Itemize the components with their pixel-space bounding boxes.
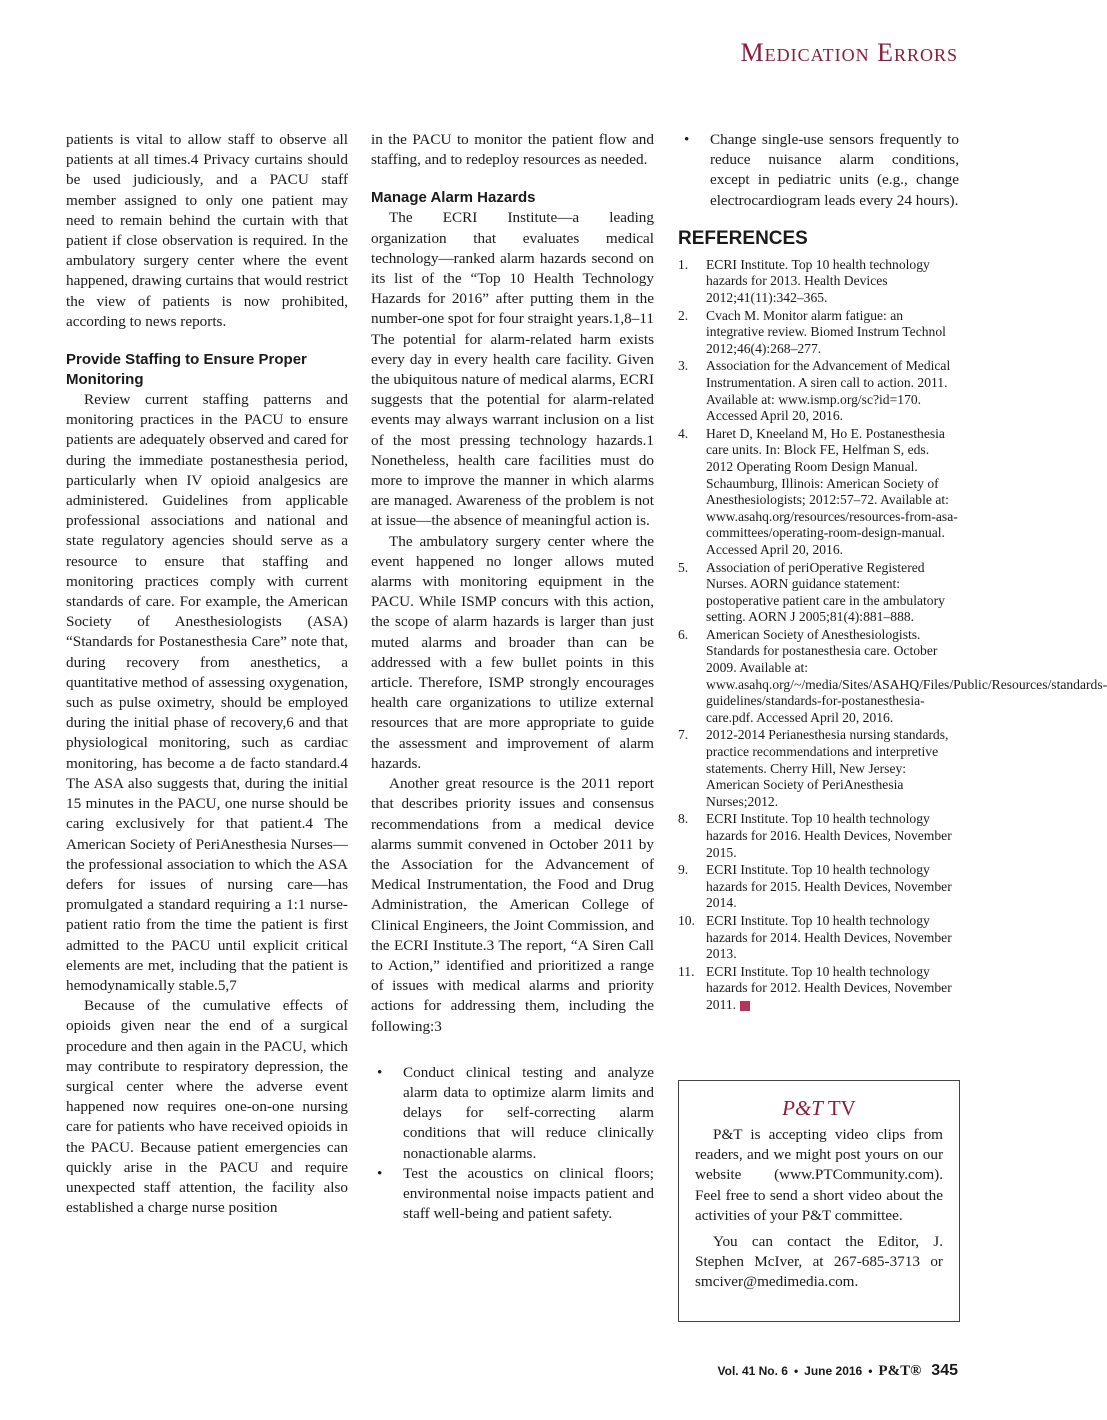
- reference-item: 9. ECRI Institute. Top 10 health technology hazards for 2015. Health Devices, November 2014.: [678, 862, 952, 911]
- page-footer: Vol. 41 No. 6 • June 2016 • P&T® 345: [717, 1362, 958, 1379]
- pt-tv-box: [678, 1080, 960, 1322]
- reference-list: [678, 256, 1107, 1014]
- paragraph: patients is vital to allow staff to observe all patients at all times.4 Privacy curtains should be used judiciously, and a PACU staff member assigned to only one patient may need to remain behind the curtain with that patient if close observation is required. In the ambulatory surgery center where the event happened, drawing curtains that would restrict the view of patients is now prohibited, according to news reports.: [66, 131, 348, 330]
- reference-item: 1. ECRI Institute. Top 10 health technology hazards for 2013. Health Devices 2012;41(11):342–365.: [678, 256, 930, 305]
- paragraph: Because of the cumulative effects of opioids given near the end of a surgical procedure and then again in the PACU, which may contribute to respiratory depression, the surgical center where the adverse event happened now requires one-on-one nursing care for patients who have received opioids in the PACU. Because patient emergencies can quickly arise in the PACU and require unexpected staff attention, the facility also established a charge nurse position: [66, 997, 348, 1217]
- paragraph: Review current staffing patterns and monitoring practices in the PACU to ensure patients are adequately observed and cared for during the immediate postanesthesia period, particularly when IV opioid analgesics are administered. Guidelines from applicable professional associations and national and state regulatory agencies should serve as a resource to ensure that staffing and monitoring practices comply with current standards of care. For example, the American Society of Anesthesiologists (ASA) “Standards for Postanesthesia Care” note that, during recovery from anesthetics, a quantitative method of assessing oxygenation, such as pulse oximetry, should be employed during the initial phase of recovery,6 and that physiological monitoring, such as cardiac monitoring, has become a de facto standard.4 The ASA also suggests that, during the initial 15 minutes in the PACU, one nurse should be caring exclusively for that patient.4 The American Society of PeriAnesthesia Nurses—the professional association to which the ASA defers for issues of nursing care—has promulgated a standard requiring a 1:1 nurse-patient ratio from the time the patient is first admitted to the PACU until explicit critical elements are met, including that the patient is hemodynamically stable.5,7: [66, 391, 348, 994]
- reference-item: 3. Association for the Advancement of Medical Instrumentation. A siren call to action. 2011. Available at: www.ismp.org/sc?id=170. Accessed April 20, 2016.: [678, 358, 951, 424]
- reference-item: 7. 2012-2014 Perianesthesia nursing standards, practice recommendations and interpretive statements. Cherry Hill, New Jersey: American Society of PeriAnesthesia Nurses;2012.: [678, 727, 949, 809]
- list-item: • Test the acoustics on clinical floors; environmental noise impacts patient and staff well-being and patient safety.: [377, 1164, 654, 1223]
- journal-brand: P&T®: [878, 1363, 922, 1379]
- reference-item: 8. ECRI Institute. Top 10 health technology hazards for 2016. Health Devices, November 2015.: [678, 811, 952, 860]
- date-label: June 2016: [804, 1364, 863, 1378]
- reference-item: 6. American Society of Anesthesiologists. Standards for postanesthesia care. October 2009. Available at: www.asahq.org/~/media/Sites/ASAHQ/Files/Public/Resources/standards-guidelines/standards-for-postanesthesia-care.pdf. Accessed April 20, 2016.: [678, 626, 1107, 725]
- paragraph: Another great resource is the 2011 report that describes priority issues and consensus recommendations from a medical device alarms summit convened in October 2011 by the Association for the Advancement of Medical Instrumentation, the Food and Drug Administration, the American College of Clinical Engineers, the Joint Commission, and the ECRI Institute.3 The report, “A Siren Call to Action,” identified and prioritized a range of issues with medical alarms and priority actions for addressing them, including the following:3: [371, 775, 654, 1035]
- paragraph: The ambulatory surgery center where the event happened no longer allows muted alarms with monitoring equipment in the PACU. While ISMP concurs with this action, the scope of alarm hazards is larger than just muted alarms and broader than can be addressed with a few bullet points in this article. Therefore, ISMP strongly encourages health care organizations to utilize external resources that are more appropriate to guide the assessment and improvement of alarm hazards.: [371, 532, 654, 772]
- reference-item: 5. Association of periOperative Registered Nurses. AORN guidance statement: postoperative patient care in the ambulatory setting. AORN J 2005;81(4):881–888.: [678, 559, 945, 625]
- section-heading: Provide Staffing to Ensure Proper Monitoring: [66, 351, 307, 389]
- box-paragraph: You can contact the Editor, J. Stephen McIver, at 267-685-3713 or smciver@medimedia.com.: [695, 1233, 943, 1291]
- page-number: 345: [931, 1362, 958, 1379]
- references-heading: REFERENCES: [678, 227, 808, 249]
- reference-item: 2. Cvach M. Monitor alarm fatigue: an integrative review. Biomed Instrum Technol 2012;46(4):268–277.: [678, 307, 946, 356]
- column-2: [371, 130, 654, 1224]
- column-3: [678, 130, 1107, 1015]
- section-heading: Manage Alarm Hazards: [371, 189, 536, 207]
- paragraph: in the PACU to monitor the patient flow and staffing, and to redeploy resources as needed.: [371, 131, 654, 169]
- box-paragraph: P&T is accepting video clips from readers, and we might post yours on our website (www.PTCommunity.com). Feel free to send a short video about the activities of your P&T committee.: [695, 1126, 943, 1224]
- reference-item: 11. ECRI Institute. Top 10 health technology hazards for 2012. Health Devices, November 2011.: [678, 963, 952, 1012]
- volume-label: Vol. 41 No. 6: [717, 1364, 788, 1378]
- end-of-article-mark: [740, 1001, 750, 1011]
- running-header: Medication Errors: [740, 38, 958, 67]
- reference-item: 4. Haret D, Kneeland M, Ho E. Postanesthesia care units. In: Block FE, Helfman S, eds. 2012 Operating Room Design Manual. Schaumburg, Illinois: American Society of Anesthesiologists; 2012:57–72. Available at: www.asahq.org/resources/resources-from-asa-committees/operating-room-design-manual. Accessed April 20, 2016.: [678, 425, 958, 557]
- bullet-list: [371, 1063, 654, 1225]
- list-item: • Conduct clinical testing and analyze alarm data to optimize alarm limits and delays for self-correcting alarm conditions that will reduce clinically nonactionable alarms.: [377, 1063, 654, 1162]
- paragraph: The ECRI Institute—a leading organization that evaluates medical technology—ranked alarm hazards second on its list of the “Top 10 Health Technology Hazards for 2016” after putting them in the number-one spot for four straight years.1,8–11 The potential for alarm-related harm exists every day in every health care facility. Given the ubiquitous nature of medical alarms, ECRI suggests that the potential for alarm-related events may always warrant inclusion on a list of the most pressing technology hazards.1 Nonetheless, health care facilities must do more to improve the manner in which alarms are managed. Awareness of the problem is not at issue—the absence of meaningful action is.: [371, 209, 655, 530]
- reference-item: 10. ECRI Institute. Top 10 health technology hazards for 2014. Health Devices, November 2013.: [678, 912, 952, 962]
- list-item: • Change single-use sensors frequently to reduce nuisance alarm conditions, except in pediatric units (e.g., change electrocardiogram leads every 24 hours).: [684, 131, 959, 209]
- bullet-list: [678, 130, 959, 211]
- box-title: P&T TV: [782, 1096, 856, 1120]
- column-1: [66, 130, 348, 1218]
